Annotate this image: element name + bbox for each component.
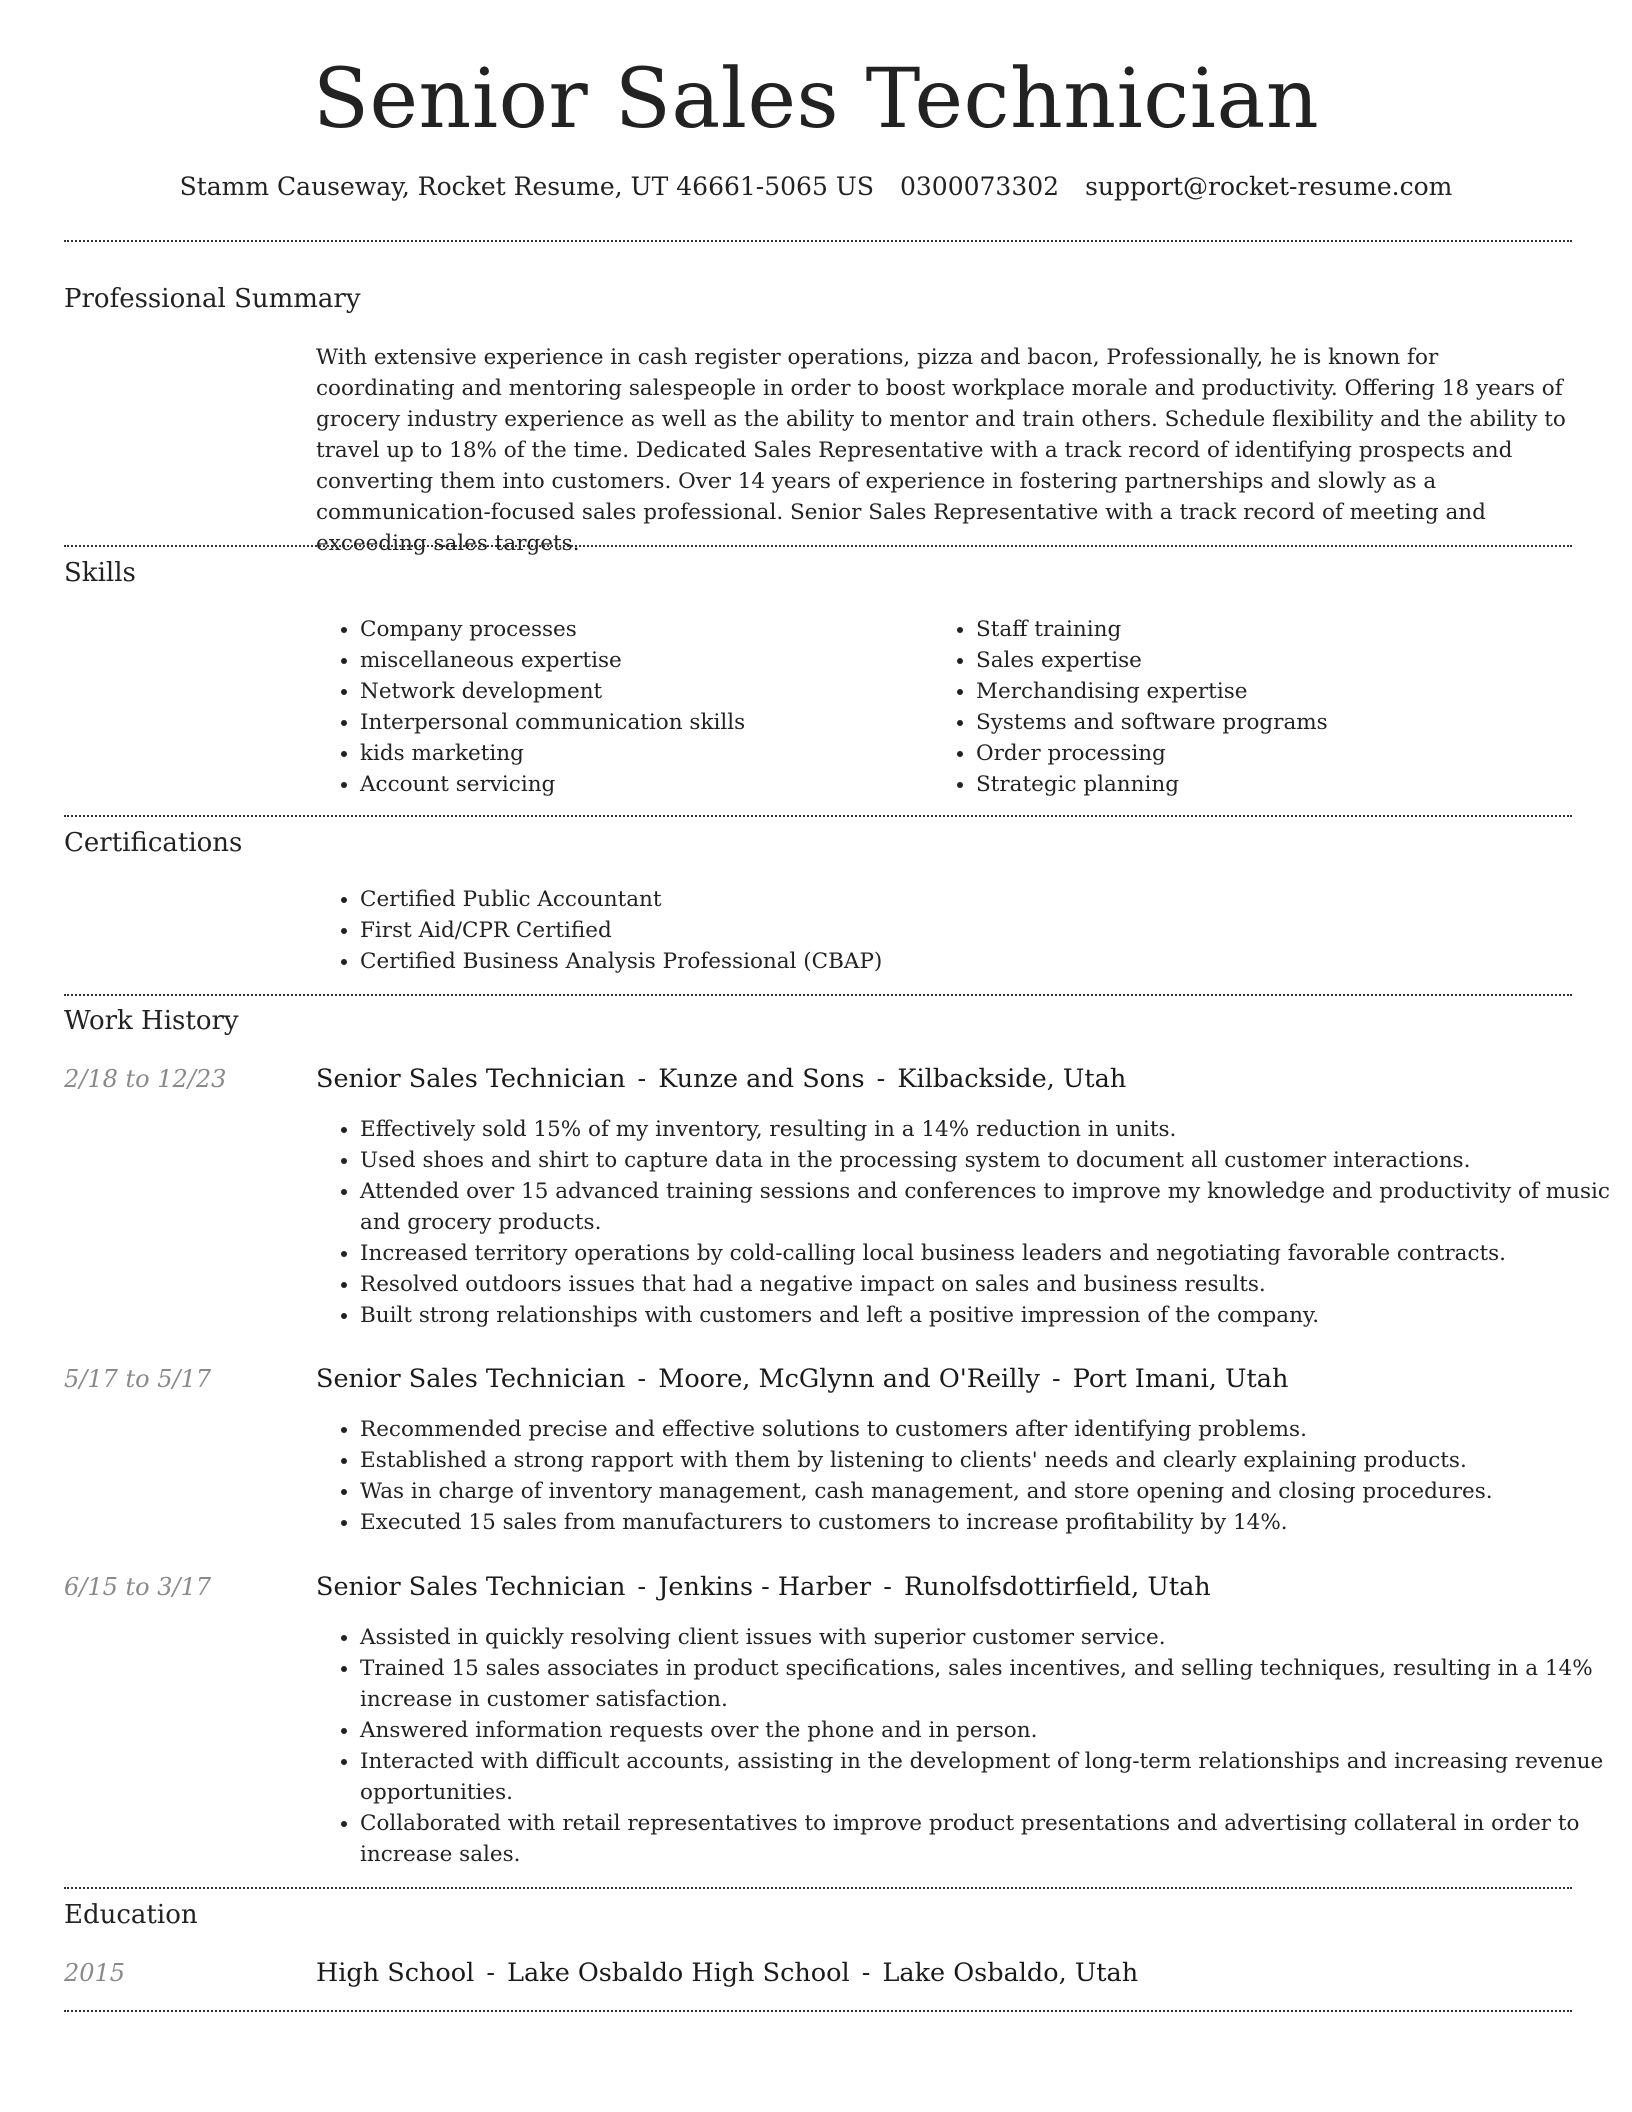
skill-item: • Strategic planning [976, 769, 1596, 800]
skill-item: • Systems and software programs [976, 707, 1596, 738]
summary-heading: Professional Summary [64, 284, 361, 314]
job-bullet: • Increased territory operations by cold-calling local business leaders and negotiating favorable contracts. [360, 1238, 1616, 1269]
section-divider [64, 2010, 1572, 2012]
section-divider [64, 545, 1572, 547]
job-title: Senior Sales Technician [316, 1364, 626, 1394]
job-title: Senior Sales Technician [316, 1572, 626, 1602]
job-bullet: • Used shoes and shirt to capture data in the processing system to document all customer interactions. [360, 1145, 1616, 1176]
job-bullets [316, 1114, 1616, 1331]
skills-list-left [316, 614, 940, 800]
job-location: Runolfsdottirfield, Utah [903, 1572, 1211, 1602]
contact-phone: 0300073302 [900, 172, 1060, 201]
job-bullet: • Recommended precise and effective solutions to customers after identifying problems. [360, 1414, 1616, 1445]
skill-item: • Company processes [360, 614, 940, 645]
education-heading-line: High School - Lake Osbaldo High School - Lake Osbaldo, Utah [316, 1958, 1139, 1988]
work-history-heading: Work History [64, 1006, 239, 1036]
job-bullets [316, 1414, 1616, 1538]
education-degree: High School [316, 1958, 475, 1988]
education-year: 2015 [64, 1959, 126, 1987]
skills-heading: Skills [64, 558, 136, 588]
job-bullets [316, 1622, 1616, 1870]
summary-text: With extensive experience in cash register operations, pizza and bacon, Professionally, he is known for coordinating and mentoring salespeople in order to boost workplace morale and productivity. Offering 18 years of grocery industry experience as well as the ability to mentor and train others. Schedule flexibility and the ability to travel up to 18% of the time. Dedicated Sales Representative with a track record of identifying prospects and converting them into customers. Over 14 years of experience in fostering partnerships and slowly as a communication-focused sales professional. Senior Sales Representative with a track record of meeting and exceeding sales targets. [316, 345, 1566, 556]
section-divider [64, 994, 1572, 996]
job-bullet: • Trained 15 sales associates in product specifications, sales incentives, and selling techniques, resulting in a 14% increase in customer satisfaction. [360, 1653, 1616, 1715]
job-heading: Senior Sales Technician - Jenkins - Harber - Runolfsdottirfield, Utah [316, 1572, 1211, 1602]
skill-item: • Account servicing [360, 769, 940, 800]
contact-address: Stamm Causeway, Rocket Resume, UT 46661-5065 US [179, 172, 874, 201]
job-dates: 2/18 to 12/23 [64, 1065, 227, 1093]
education-location: Lake Osbaldo, Utah [882, 1958, 1139, 1988]
certification-item: • Certified Public Accountant [360, 884, 1600, 915]
job-bullet: • Attended over 15 advanced training sessions and conferences to improve my knowledge and productivity of music and grocery products. [360, 1176, 1616, 1238]
job-company: Moore, McGlynn and O'Reilly [658, 1364, 1040, 1394]
skill-item: • Interpersonal communication skills [360, 707, 940, 738]
education-school: Lake Osbaldo High School [507, 1958, 850, 1988]
section-divider [64, 815, 1572, 817]
resume-name: Senior Sales Technician [312, 52, 1320, 147]
job-heading: Senior Sales Technician - Kunze and Sons - Kilbackside, Utah [316, 1064, 1127, 1094]
job-bullet: • Established a strong rapport with them by listening to clients' needs and clearly explaining products. [360, 1445, 1616, 1476]
job-location: Kilbackside, Utah [897, 1064, 1127, 1094]
job-bullet: • Executed 15 sales from manufacturers to customers to increase profitability by 14%. [360, 1507, 1616, 1538]
job-company: Jenkins - Harber [658, 1572, 872, 1602]
certification-item: • Certified Business Analysis Professional (CBAP) [360, 946, 1600, 977]
skill-item: • Staff training [976, 614, 1596, 645]
job-heading: Senior Sales Technician - Moore, McGlynn and O'Reilly - Port Imani, Utah [316, 1364, 1289, 1394]
job-bullet: • Resolved outdoors issues that had a negative impact on sales and business results. [360, 1269, 1616, 1300]
job-dates: 6/15 to 3/17 [64, 1573, 212, 1601]
skill-item: • Order processing [976, 738, 1596, 769]
certifications-list [316, 884, 1600, 977]
job-bullet: • Was in charge of inventory management, cash management, and store opening and closing procedures. [360, 1476, 1616, 1507]
job-bullet: • Built strong relationships with customers and left a positive impression of the company. [360, 1300, 1616, 1331]
section-divider [64, 1887, 1572, 1889]
section-divider [64, 240, 1572, 242]
certification-item: • First Aid/CPR Certified [360, 915, 1600, 946]
job-bullet: • Effectively sold 15% of my inventory, resulting in a 14% reduction in units. [360, 1114, 1616, 1145]
job-location: Port Imani, Utah [1072, 1364, 1289, 1394]
skill-item: • miscellaneous expertise [360, 645, 940, 676]
skill-item: • Network development [360, 676, 940, 707]
job-title: Senior Sales Technician [316, 1064, 626, 1094]
skills-list-right [932, 614, 1596, 800]
skill-item: • Sales expertise [976, 645, 1596, 676]
job-bullet: • Collaborated with retail representatives to improve product presentations and advertising collateral in order to increase sales. [360, 1808, 1616, 1870]
job-company: Kunze and Sons [658, 1064, 865, 1094]
contact-email: support@rocket-resume.com [1085, 172, 1453, 201]
job-bullet: • Assisted in quickly resolving client issues with superior customer service. [360, 1622, 1616, 1653]
skill-item: • kids marketing [360, 738, 940, 769]
education-heading: Education [64, 1900, 198, 1930]
job-bullet: • Answered information requests over the phone and in person. [360, 1715, 1616, 1746]
contact-line [0, 170, 1632, 204]
certifications-heading: Certifications [64, 828, 243, 858]
job-bullet: • Interacted with difficult accounts, assisting in the development of long-term relationships and increasing revenue opportunities. [360, 1746, 1616, 1808]
skill-item: • Merchandising expertise [976, 676, 1596, 707]
job-dates: 5/17 to 5/17 [64, 1365, 212, 1393]
